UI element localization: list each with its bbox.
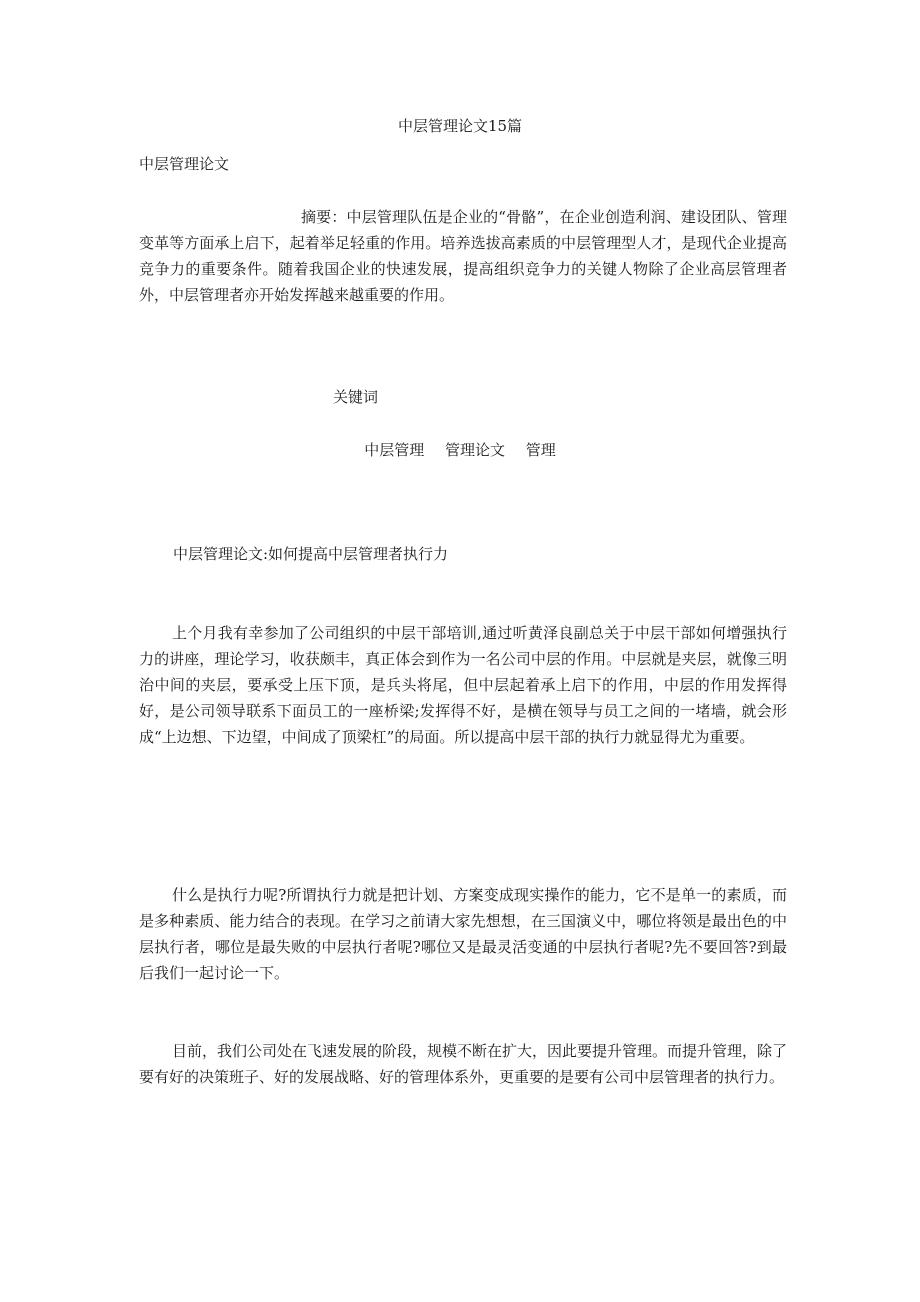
body-paragraph: 目前，我们公司处在飞速发展的阶段，规模不断在扩大，因此要提升管理。而提升管理，除了要有好的决策班子、好的发展战略、好的管理体系外，更重要的是要有公司中层管理者的执行力。 (139, 1042, 788, 1086)
keyword-item: 中层管理 (364, 441, 425, 459)
keyword-item: 管理论文 (444, 441, 505, 459)
document-title: 中层管理论文15篇 (397, 117, 523, 135)
abstract-paragraph: 摘要：中层管理队伍是企业的“骨骼”，在企业创造利润、建设团队、管理变革等方面承上启下，起着举足轻重的作用。培养选拔高素质的中层管理型人才，是现代企业提高竞争力的重要条件。随着我国企业的快速发展，提高组织竞争力的关键人物除了企业高层管理者外，中层管理者亦开始发挥越来越重要的作用。 (139, 208, 787, 304)
document-subtitle: 中层管理论文 (139, 155, 230, 173)
section-heading: 中层管理论文:如何提高中层管理者执行力 (173, 545, 449, 563)
body-paragraph: 什么是执行力呢?所谓执行力就是把计划、方案变成现实操作的能力，它不是单一的素质，而是多种素质、能力结合的表现。在学习之前请大家先想想，在三国演义中，哪位将领是最出色的中层执行者，哪位是最失败的中层执行者呢?哪位又是最灵活变通的中层执行者呢?先不要回答?到最后我们一起讨论一下。 (139, 886, 787, 982)
keywords-label: 关键词 (333, 388, 379, 406)
keywords-list (0, 440, 920, 460)
keyword-item: 管理 (525, 441, 556, 459)
body-paragraph: 上个月我有幸参加了公司组织的中层干部培训,通过听黄泽良副总关于中层干部如何增强执行力的讲座，理论学习，收获颇丰，真正体会到作为一名公司中层的作用。中层就是夹层，就像三明治中间的夹层，要承受上压下顶，是兵头将尾，但中层起着承上启下的作用，中层的作用发挥得好，是公司领导联系下面员工的一座桥梁;发挥得不好，是横在领导与员工之间的一堵墙，就会形成“上边想、下边望，中间成了顶梁杠”的局面。所以提高中层干部的执行力就显得尤为重要。 (139, 624, 787, 746)
